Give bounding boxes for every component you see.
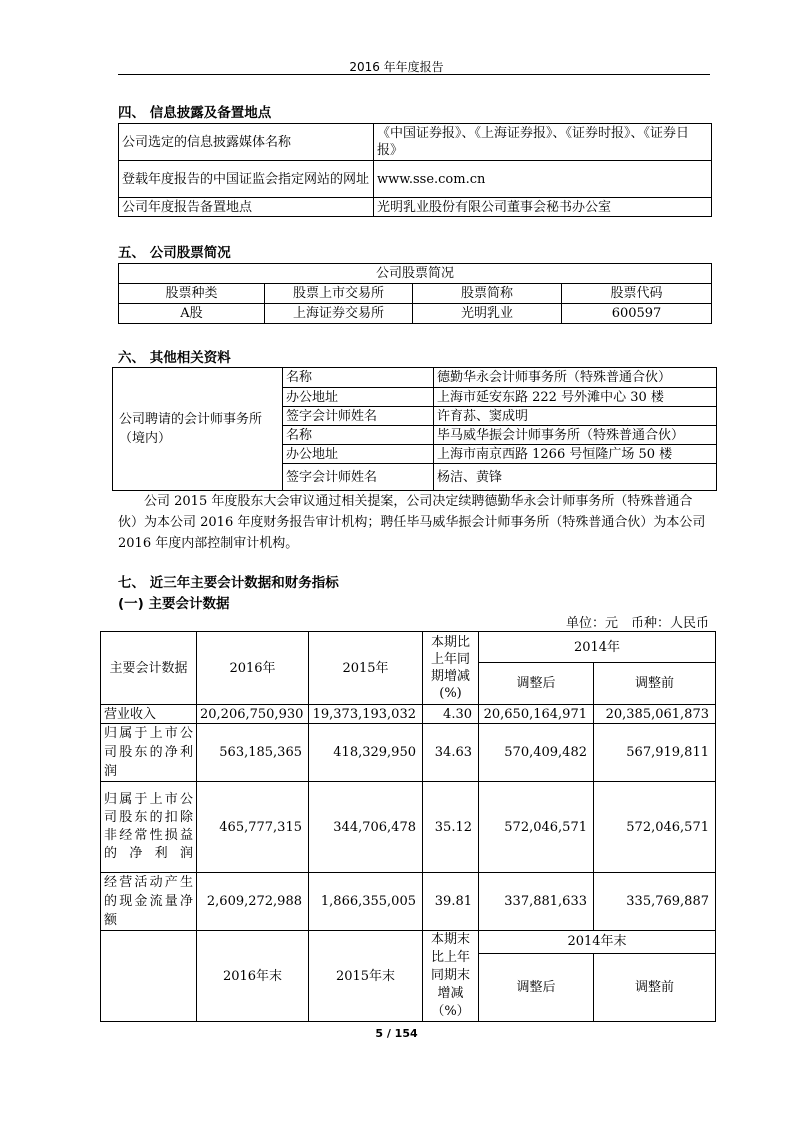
row-name: 归属于上市公司股东的扣除非经常性损益的净利润 <box>101 782 197 873</box>
value-2015: 418,329,950 <box>309 724 423 782</box>
table-row <box>101 724 716 782</box>
stock-header: 股票上市交易所 <box>265 284 413 304</box>
header-adjusted: 调整后 <box>479 663 594 705</box>
auditor-value: 许育荪、窦成明 <box>434 407 717 426</box>
auditor-label: 办公地址 <box>283 445 434 464</box>
value-2016: 2,609,272,988 <box>197 873 309 931</box>
value-2015: 1,866,355,005 <box>309 873 423 931</box>
header-2015: 2015年 <box>309 632 423 705</box>
value-adjusted: 570,409,482 <box>479 724 594 782</box>
value-2016: 20,206,750,930 <box>197 705 309 724</box>
value-before: 20,385,061,873 <box>594 705 716 724</box>
value-2016: 563,185,365 <box>197 724 309 782</box>
section-5-title: 五、 公司股票简况 <box>118 245 231 261</box>
auditor-label: 名称 <box>283 426 434 445</box>
table-row <box>101 782 716 873</box>
empty-cell <box>101 931 197 1022</box>
stock-header: 股票简称 <box>413 284 562 304</box>
auditor-value: 上海市延安东路 222 号外滩中心 30 楼 <box>434 388 717 407</box>
stock-table-caption: 公司股票简况 <box>119 264 712 284</box>
disclosure-table <box>118 123 712 217</box>
value-adjusted: 20,650,164,971 <box>479 705 594 724</box>
header-before: 调整前 <box>594 953 716 1021</box>
header-item: 主要会计数据 <box>101 632 197 705</box>
table-row <box>101 873 716 931</box>
header-adjusted: 调整后 <box>479 953 594 1021</box>
row-name: 经营活动产生的现金流量净额 <box>101 873 197 931</box>
disclosure-value: 光明乳业股份有限公司董事会秘书办公室 <box>374 198 712 217</box>
stock-cell: 上海证券交易所 <box>265 304 413 324</box>
section-6-title: 六、 其他相关资料 <box>118 350 231 366</box>
stock-header: 股票种类 <box>119 284 265 304</box>
value-before: 567,919,811 <box>594 724 716 782</box>
section-4-title: 四、 信息披露及备置地点 <box>118 105 272 121</box>
value-change: 34.63 <box>423 724 479 782</box>
stock-cell: 光明乳业 <box>413 304 562 324</box>
auditor-group-label: 公司聘请的会计师事务所（境内） <box>113 368 283 491</box>
header-before: 调整前 <box>594 663 716 705</box>
value-before: 572,046,571 <box>594 782 716 873</box>
row-name: 营业收入 <box>101 705 197 724</box>
page-header: 2016 年年度报告 <box>349 60 444 74</box>
header-2016: 2016年 <box>197 632 309 705</box>
header-change-end: 本期末比上年同期末增减（%） <box>423 931 479 1022</box>
accounting-data-table <box>100 631 716 1022</box>
disclosure-label: 公司选定的信息披露媒体名称 <box>119 124 374 161</box>
disclosure-label: 公司年度报告备置地点 <box>119 198 374 217</box>
header-change: 本期比上年同期增减(%) <box>423 632 479 705</box>
header-2014: 2014年 <box>479 632 716 663</box>
header-2015-end: 2015年末 <box>309 931 423 1022</box>
value-change: 4.30 <box>423 705 479 724</box>
auditor-label: 办公地址 <box>283 388 434 407</box>
auditor-value: 德勤华永会计师事务所（特殊普通合伙） <box>434 368 717 388</box>
auditor-value: 杨洁、黄锋 <box>434 464 717 491</box>
value-adjusted: 337,881,633 <box>479 873 594 931</box>
auditor-table <box>112 367 717 491</box>
section-7-subtitle: (一) 主要会计数据 <box>118 596 230 612</box>
disclosure-value: www.sse.com.cn <box>374 161 712 198</box>
auditor-label: 签字会计师姓名 <box>283 464 434 491</box>
disclosure-value: 《中国证券报》、《上海证券报》、《证券时报》、《证券日报》 <box>374 124 712 161</box>
value-2016: 465,777,315 <box>197 782 309 873</box>
value-2015: 344,706,478 <box>309 782 423 873</box>
stock-table <box>118 263 712 324</box>
value-change: 35.12 <box>423 782 479 873</box>
header-rule <box>118 74 710 75</box>
disclosure-label: 登载年度报告的中国证监会指定网站的网址 <box>119 161 374 198</box>
auditor-note: 公司 2015 年度股东大会审议通过相关提案，公司决定续聘德勤华永会计师事务所（特殊普通合伙）为本公司 2016 年度财务报告审计机构；聘任毕马威华振会计师事务所（特殊普通合伙）为本公司 2016 年度内部控制审计机构。 <box>118 494 706 551</box>
auditor-value: 毕马威华振会计师事务所（特殊普通合伙） <box>434 426 717 445</box>
page-number: 5 / 154 <box>375 1027 418 1040</box>
currency-unit: 单位：元 币种：人民币 <box>565 616 709 631</box>
value-before: 335,769,887 <box>594 873 716 931</box>
stock-cell: 600597 <box>562 304 712 324</box>
value-2015: 19,373,193,032 <box>309 705 423 724</box>
value-change: 39.81 <box>423 873 479 931</box>
stock-header: 股票代码 <box>562 284 712 304</box>
stock-cell: A股 <box>119 304 265 324</box>
value-adjusted: 572,046,571 <box>479 782 594 873</box>
header-2014-end: 2014年末 <box>479 931 716 954</box>
section-7-title: 七、 近三年主要会计数据和财务指标 <box>118 575 339 591</box>
row-name: 归属于上市公司股东的净利润 <box>101 724 197 782</box>
table-row <box>101 705 716 724</box>
auditor-label: 名称 <box>283 368 434 388</box>
auditor-value: 上海市南京西路 1266 号恒隆广场 50 楼 <box>434 445 717 464</box>
header-2016-end: 2016年末 <box>197 931 309 1022</box>
auditor-label: 签字会计师姓名 <box>283 407 434 426</box>
